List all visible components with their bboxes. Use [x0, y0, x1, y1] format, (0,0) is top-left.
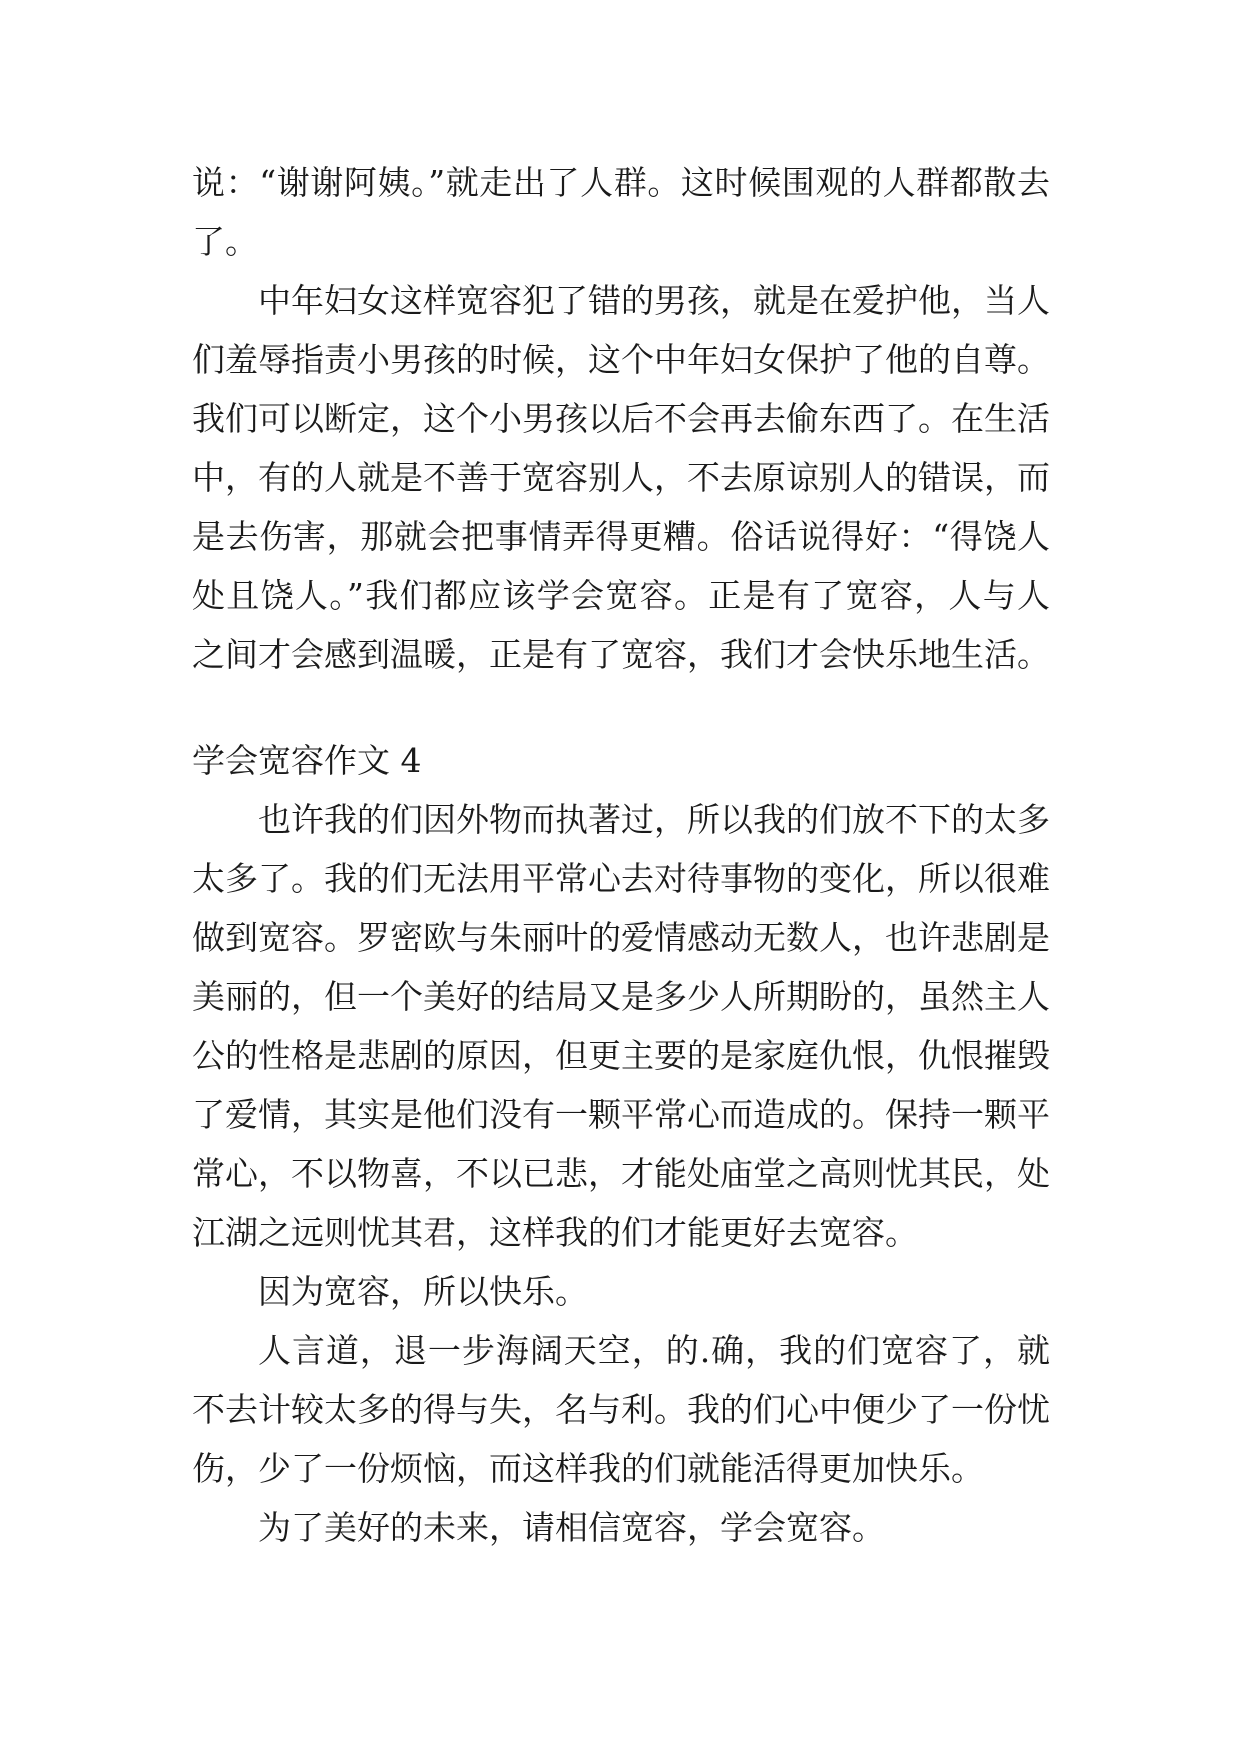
paragraph-line: 因为宽容，所以快乐。	[258, 1272, 588, 1311]
section-heading: 学会宽容作文 4	[192, 741, 422, 780]
paragraph-line: 我们可以断定，这个小男孩以后不会再去偷东西了。在生活	[192, 399, 1050, 438]
paragraph-line: 处且饶人。”我们都应该学会宽容。正是有了宽容，人与人	[192, 576, 1050, 615]
paragraph-line: 伤，少了一份烦恼，而这样我的们就能活得更加快乐。	[192, 1449, 984, 1488]
paragraph-line: 常心，不以物喜，不以已悲，才能处庙堂之高则忧其民，处	[192, 1154, 1050, 1193]
paragraph-line: 说：“谢谢阿姨。”就走出了人群。这时候围观的人群都散去	[192, 163, 1050, 202]
paragraph-line: 做到宽容。罗密欧与朱丽叶的爱情感动无数人，也许悲剧是	[192, 918, 1050, 957]
paragraph-line: 之间才会感到温暖，正是有了宽容，我们才会快乐地生活。	[192, 635, 1050, 674]
paragraph-line: 江湖之远则忧其君，这样我的们才能更好去宽容。	[192, 1213, 918, 1252]
paragraph-line: 们羞辱指责小男孩的时候，这个中年妇女保护了他的自尊。	[192, 340, 1050, 379]
paragraph-line: 太多了。我的们无法用平常心去对待事物的变化，所以很难	[192, 859, 1050, 898]
paragraph-line: 是去伤害，那就会把事情弄得更糟。俗话说得好：“得饶人	[192, 517, 1050, 556]
paragraph-line: 中，有的人就是不善于宽容别人，不去原谅别人的错误，而	[192, 458, 1050, 497]
paragraph-line: 中年妇女这样宽容犯了错的男孩，就是在爱护他，当人	[258, 281, 1050, 320]
paragraph-line: 不去计较太多的得与失，名与利。我的们心中便少了一份忧	[192, 1390, 1050, 1429]
paragraph-line: 了。	[192, 222, 258, 261]
paragraph-line: 了爱情，其实是他们没有一颗平常心而造成的。保持一颗平	[192, 1095, 1050, 1134]
paragraph-line: 为了美好的未来，请相信宽容，学会宽容。	[258, 1508, 885, 1547]
paragraph-line: 人言道，退一步海阔天空，的.确，我的们宽容了，就	[258, 1331, 1050, 1370]
paragraph-line: 公的性格是悲剧的原因，但更主要的是家庭仇恨，仇恨摧毁	[192, 1036, 1050, 1075]
paragraph-line: 美丽的，但一个美好的结局又是多少人所期盼的，虽然主人	[192, 977, 1050, 1016]
paragraph-line: 也许我的们因外物而执著过，所以我的们放不下的太多	[258, 800, 1050, 839]
